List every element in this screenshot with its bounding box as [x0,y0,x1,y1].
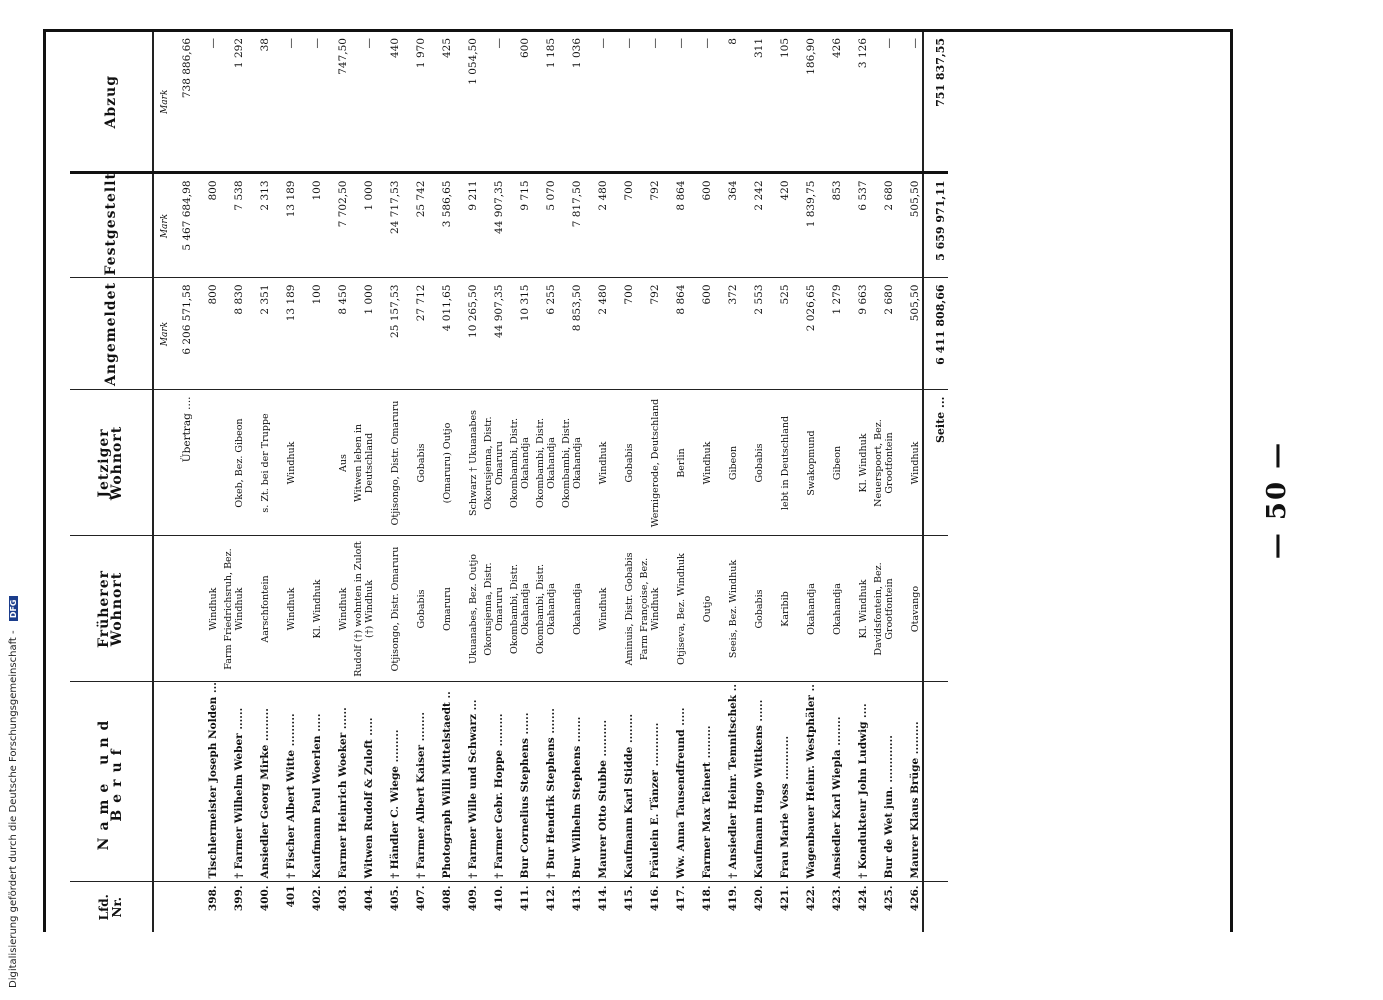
row-deduction: 1 970 [402,32,428,173]
row-current-residence: lebt in Deutschland [766,390,792,536]
row-nr: 426. [909,885,921,912]
row-deduction: — [350,32,376,173]
row-nr: 401 [285,885,297,908]
row-name: † Bur Hendrik Stephens ....... [532,682,558,882]
row-deduction: — [584,32,610,173]
row-name: † Händler C. Wiege ......... [376,682,402,882]
row-registered: 792 [636,278,662,390]
row-old-residence: Okahandja [792,536,818,682]
row-registered: 25 157,53 [376,278,402,390]
row-deduction: 426 [818,32,844,173]
row-name: † Farmer Gebr. Hoppe ......... [480,682,506,882]
row-established: 792 [636,173,662,278]
row-registered: 9 663 [844,278,870,390]
table-row [740,32,766,932]
row-registered: 2 680 [870,278,896,390]
row-nr: 422. [805,885,817,912]
unit-registered: Mark [153,278,172,390]
table-row [766,32,792,932]
row-current-residence: Gibeon [714,390,740,536]
row-deduction: 8 [714,32,740,173]
row-current-residence: Wernigerode, Deutschland [636,390,662,536]
table-row [376,32,402,932]
table-row [532,32,558,932]
row-nr: 417. [675,885,687,912]
row-established: 2 242 [740,173,766,278]
row-old-residence: Okahandja [818,536,844,682]
header-registered: Angemeldet [70,278,153,390]
row-nr: 420. [753,885,765,912]
row-old-residence: Gobabis [402,536,428,682]
table-row [220,32,246,932]
row-established: 600 [688,173,714,278]
row-old-residence: Davidsfontein, Bez. Grootfontein [870,536,896,682]
row-name: Bur de Wet jun. ............. [870,682,896,882]
row-nr: 416. [649,885,661,912]
row-registered: 600 [688,278,714,390]
row-deduction: 1 054,50 [454,32,480,173]
row-current-residence: Otjisongo, Distr. Omaruru [376,390,402,536]
row-nr: 399. [233,885,245,912]
row-established: 9 211 [454,173,480,278]
carry-label: Übertrag .... [172,390,194,536]
row-deduction: — [870,32,896,173]
header-name: Name und Beruf [70,682,153,882]
row-old-residence: Aarschfontein [246,536,272,682]
carry-deduction: 738 886,66 [172,32,194,173]
carry-registered: 6 206 571,58 [172,278,194,390]
row-old-residence: Farm Françoise, Bez. Windhuk [636,536,662,682]
row-name: Bur Cornelius Stephens ...... [506,682,532,882]
row-deduction: 600 [506,32,532,173]
row-established: 800 [194,173,220,278]
row-name: Ansiedler Georg Mirke ......... [246,682,272,882]
row-registered: 2 480 [584,278,610,390]
row-established: 2 313 [246,173,272,278]
row-current-residence: (Omaruru) Outjo [428,390,454,536]
row-nr: 402. [311,885,323,912]
row-old-residence: Windhuk [324,536,350,682]
row-nr: 400. [259,885,271,912]
row-current-residence: Okombambi, Distr. Okahandja [506,390,532,536]
table-row [480,32,506,932]
footer-text: Digitalisierung gefördert durch die Deutsche Forschungsgemeinschaft - [8,630,19,988]
header-deduction: Abzug [70,32,153,173]
row-deduction: 38 [246,32,272,173]
row-established: 700 [610,173,636,278]
row-old-residence: Okombambi, Distr. Okahandja [532,536,558,682]
page-number: — 50 — [1262,440,1292,560]
row-registered: 1 279 [818,278,844,390]
row-registered: 8 864 [662,278,688,390]
total-established: 5 659 971,11 [923,173,948,278]
row-current-residence: Gobabis [740,390,766,536]
digitization-footer [8,599,20,988]
row-registered: 1 000 [350,278,376,390]
row-old-residence: Okahandja [558,536,584,682]
row-established: 1 839,75 [792,173,818,278]
row-old-residence: Omaruru [428,536,454,682]
table-row [402,32,428,932]
row-old-residence: Gobabis [740,536,766,682]
table-row [610,32,636,932]
row-current-residence: Windhuk [688,390,714,536]
row-nr: 408. [441,885,453,912]
row-name: Maurer Otto Stubbe .......... [584,682,610,882]
row-name: Witwen Rudolf & Zuloft ..... [350,682,376,882]
dfg-logo: DFG [9,597,18,622]
row-deduction: — [298,32,324,173]
table-row [636,32,662,932]
row-deduction: 1 185 [532,32,558,173]
row-old-residence: Ukuanabes, Bez. Outjo [454,536,480,682]
row-registered: 100 [298,278,324,390]
row-nr: 418. [701,885,713,912]
row-deduction: 747,50 [324,32,350,173]
row-current-residence: Swakopmund [792,390,818,536]
row-established: 8 864 [662,173,688,278]
table-row [454,32,480,932]
row-name: Frau Marie Voss ............ [766,682,792,882]
units-row [153,32,172,932]
row-registered: 2 553 [740,278,766,390]
row-old-residence: Kl. Windhuk [844,536,870,682]
row-deduction: 3 126 [844,32,870,173]
row-registered: 525 [766,278,792,390]
row-name: Kaufmann Karl Stidde ........ [610,682,636,882]
row-current-residence: Okeb, Bez. Gibeon [220,390,246,536]
row-name: † Farmer Wilhelm Weber ...... [220,682,246,882]
row-old-residence: Seeis, Bez. Windhuk [714,536,740,682]
row-deduction: — [688,32,714,173]
table-row [194,32,220,932]
row-current-residence: Windhuk [272,390,298,536]
row-name: Ansiedler Karl Wiepla ........ [818,682,844,882]
row-name: Photograph Willi Mittelstaedt .. [428,682,454,882]
header-established: Festgestellt [70,173,153,278]
row-old-residence: Windhuk [272,536,298,682]
row-registered: 10 315 [506,278,532,390]
row-old-residence: Okombambi, Distr. Okahandja [506,536,532,682]
row-deduction: 1 036 [558,32,584,173]
table-row [896,32,923,932]
row-deduction: 105 [766,32,792,173]
row-current-residence: Aus [324,390,350,536]
row-established: 7 817,50 [558,173,584,278]
row-nr: 415. [623,885,635,912]
table-row [558,32,584,932]
row-registered: 2 351 [246,278,272,390]
row-established: 7 538 [220,173,246,278]
row-established: 853 [818,173,844,278]
row-name: Kaufmann Paul Woerlen ..... [298,682,324,882]
table-row [350,32,376,932]
row-established: 24 717,53 [376,173,402,278]
row-established: 1 000 [350,173,376,278]
row-registered: 13 189 [272,278,298,390]
row-old-residence: Karibib [766,536,792,682]
row-name: † Ansiedler Heinr. Temnitschek .. [714,682,740,882]
row-nr: 410. [493,885,505,912]
row-old-residence: Kl. Windhuk [298,536,324,682]
row-nr: 413. [571,885,583,912]
row-established: 5 070 [532,173,558,278]
row-name: Maurer Klaus Brüge ......... [896,682,923,882]
row-nr: 421. [779,885,791,912]
row-name: Kaufmann Hugo Wittkens ...... [740,682,766,882]
carry-over-row [172,32,194,932]
row-established: 364 [714,173,740,278]
row-old-residence: Aminuis, Distr. Gobabis [610,536,636,682]
row-name: Ww. Anna Tausendfreund ..... [662,682,688,882]
row-deduction: — [272,32,298,173]
table-row [714,32,740,932]
total-label: Seite ... [923,390,948,536]
total-registered: 6 411 808,66 [923,278,948,390]
table-row [506,32,532,932]
row-old-residence: Farm Friedrichsruh, Bez. Windhuk [220,536,246,682]
row-nr: 409. [467,885,479,912]
row-deduction: — [194,32,220,173]
row-established: 13 189 [272,173,298,278]
row-registered: 2 026,65 [792,278,818,390]
row-registered: 372 [714,278,740,390]
carry-established: 5 467 684,98 [172,173,194,278]
row-old-residence: Windhuk [194,536,220,682]
row-established: 2 480 [584,173,610,278]
row-registered: 8 853,50 [558,278,584,390]
row-established: 6 537 [844,173,870,278]
row-name: Farmer Max Teinert ......... [688,682,714,882]
row-registered: 505,50 [896,278,923,390]
row-old-residence: Rudolf (†) wohnten in Zuloft (†) Windhuk [350,536,376,682]
row-current-residence: Okorusjenna, Distr. Omaruru [480,390,506,536]
row-deduction: 440 [376,32,402,173]
row-established: 505,50 [896,173,923,278]
row-registered: 800 [194,278,220,390]
row-deduction: 311 [740,32,766,173]
table-row [298,32,324,932]
header-old-residence: Früherer Wohnort [70,536,153,682]
row-old-residence: Otjisongo, Distr. Omaruru [376,536,402,682]
row-name: † Farmer Wille und Schwarz ... [454,682,480,882]
row-registered: 8 830 [220,278,246,390]
row-current-residence: Gobabis [402,390,428,536]
row-current-residence: Gibeon [818,390,844,536]
row-name: † Kondukteur John Ludwig .... [844,682,870,882]
row-name: Bur Wilhelm Stephens ....... [558,682,584,882]
row-name: † Fischer Albert Witte ......... [272,682,298,882]
table-row [870,32,896,932]
table-body [153,32,923,932]
row-current-residence: s. Zt. bei der Truppe [246,390,272,536]
row-current-residence [194,390,220,536]
row-current-residence: Okombambi, Distr. Okahandja [532,390,558,536]
table-row [818,32,844,932]
row-established: 44 907,35 [480,173,506,278]
header-nr: Lfd. Nr. [70,882,153,932]
compensation-table [70,32,948,932]
table-row [662,32,688,932]
table-row [584,32,610,932]
row-old-residence: Otavango [896,536,923,682]
row-deduction: — [636,32,662,173]
page-total-row [923,32,948,932]
row-registered: 8 450 [324,278,350,390]
row-name: Farmer Heinrich Woeker ...... [324,682,350,882]
row-registered: 27 712 [402,278,428,390]
header-current-residence: Jetziger Wohnort [70,390,153,536]
row-registered: 10 265,50 [454,278,480,390]
row-current-residence: Windhuk [584,390,610,536]
row-old-residence: Okorusjenna, Distr. Omaruru [480,536,506,682]
row-current-residence: Okombambi, Distr. Okahandja [558,390,584,536]
row-deduction: 1 292 [220,32,246,173]
row-nr: 405. [389,885,401,912]
row-nr: 398. [207,885,219,912]
table-header-rule [1230,32,1233,932]
table-row [246,32,272,932]
row-deduction: — [896,32,923,173]
row-current-residence: Berlin [662,390,688,536]
row-deduction: 425 [428,32,454,173]
row-old-residence: Windhuk [584,536,610,682]
row-nr: 412. [545,885,557,912]
row-current-residence: Windhuk [896,390,923,536]
row-established: 9 715 [506,173,532,278]
table-header-row [70,32,153,932]
row-old-residence: Outjo [688,536,714,682]
row-current-residence [298,390,324,536]
row-deduction: 186,90 [792,32,818,173]
row-current-residence: Schwarz † Ukuanabes [454,390,480,536]
total-deduction: 751 837,55 [923,32,948,173]
row-nr: 423. [831,885,843,912]
row-name: Fräulein E. Tänzer ............ [636,682,662,882]
row-name: Tischlermeister Joseph Nolden ... [194,682,220,882]
row-current-residence: Witwen leben in Deutschland [350,390,376,536]
row-registered: 44 907,35 [480,278,506,390]
row-nr: 411. [519,885,531,912]
row-nr: 419. [727,885,739,912]
row-registered: 6 255 [532,278,558,390]
row-established: 100 [298,173,324,278]
row-established: 7 702,50 [324,173,350,278]
row-name: † Farmer Albert Kaiser ........ [402,682,428,882]
row-registered: 700 [610,278,636,390]
row-nr: 404. [363,885,375,912]
row-nr: 424. [857,885,869,912]
row-name: Wagenbauer Heinr. Westphäler .. [792,682,818,882]
table-row [324,32,350,932]
row-deduction: — [610,32,636,173]
table-row [688,32,714,932]
row-established: 420 [766,173,792,278]
unit-established: Mark [153,173,172,278]
row-nr: 407. [415,885,427,912]
row-nr: 414. [597,885,609,912]
table-row [792,32,818,932]
row-nr: 425. [883,885,895,912]
row-established: 3 586,65 [428,173,454,278]
row-old-residence: Otjiseva, Bez. Windhuk [662,536,688,682]
table-row [272,32,298,932]
table-row [428,32,454,932]
row-deduction: — [480,32,506,173]
row-current-residence: Kl. Windhuk [844,390,870,536]
table-row [844,32,870,932]
row-current-residence: Neuerspoort, Bez. Grootfontein [870,390,896,536]
row-current-residence: Gobabis [610,390,636,536]
row-registered: 4 011,65 [428,278,454,390]
row-established: 25 742 [402,173,428,278]
row-established: 2 680 [870,173,896,278]
row-deduction: — [662,32,688,173]
table-top-rule [43,32,46,932]
unit-deduction: Mark [153,32,172,173]
row-nr: 403. [337,885,349,912]
